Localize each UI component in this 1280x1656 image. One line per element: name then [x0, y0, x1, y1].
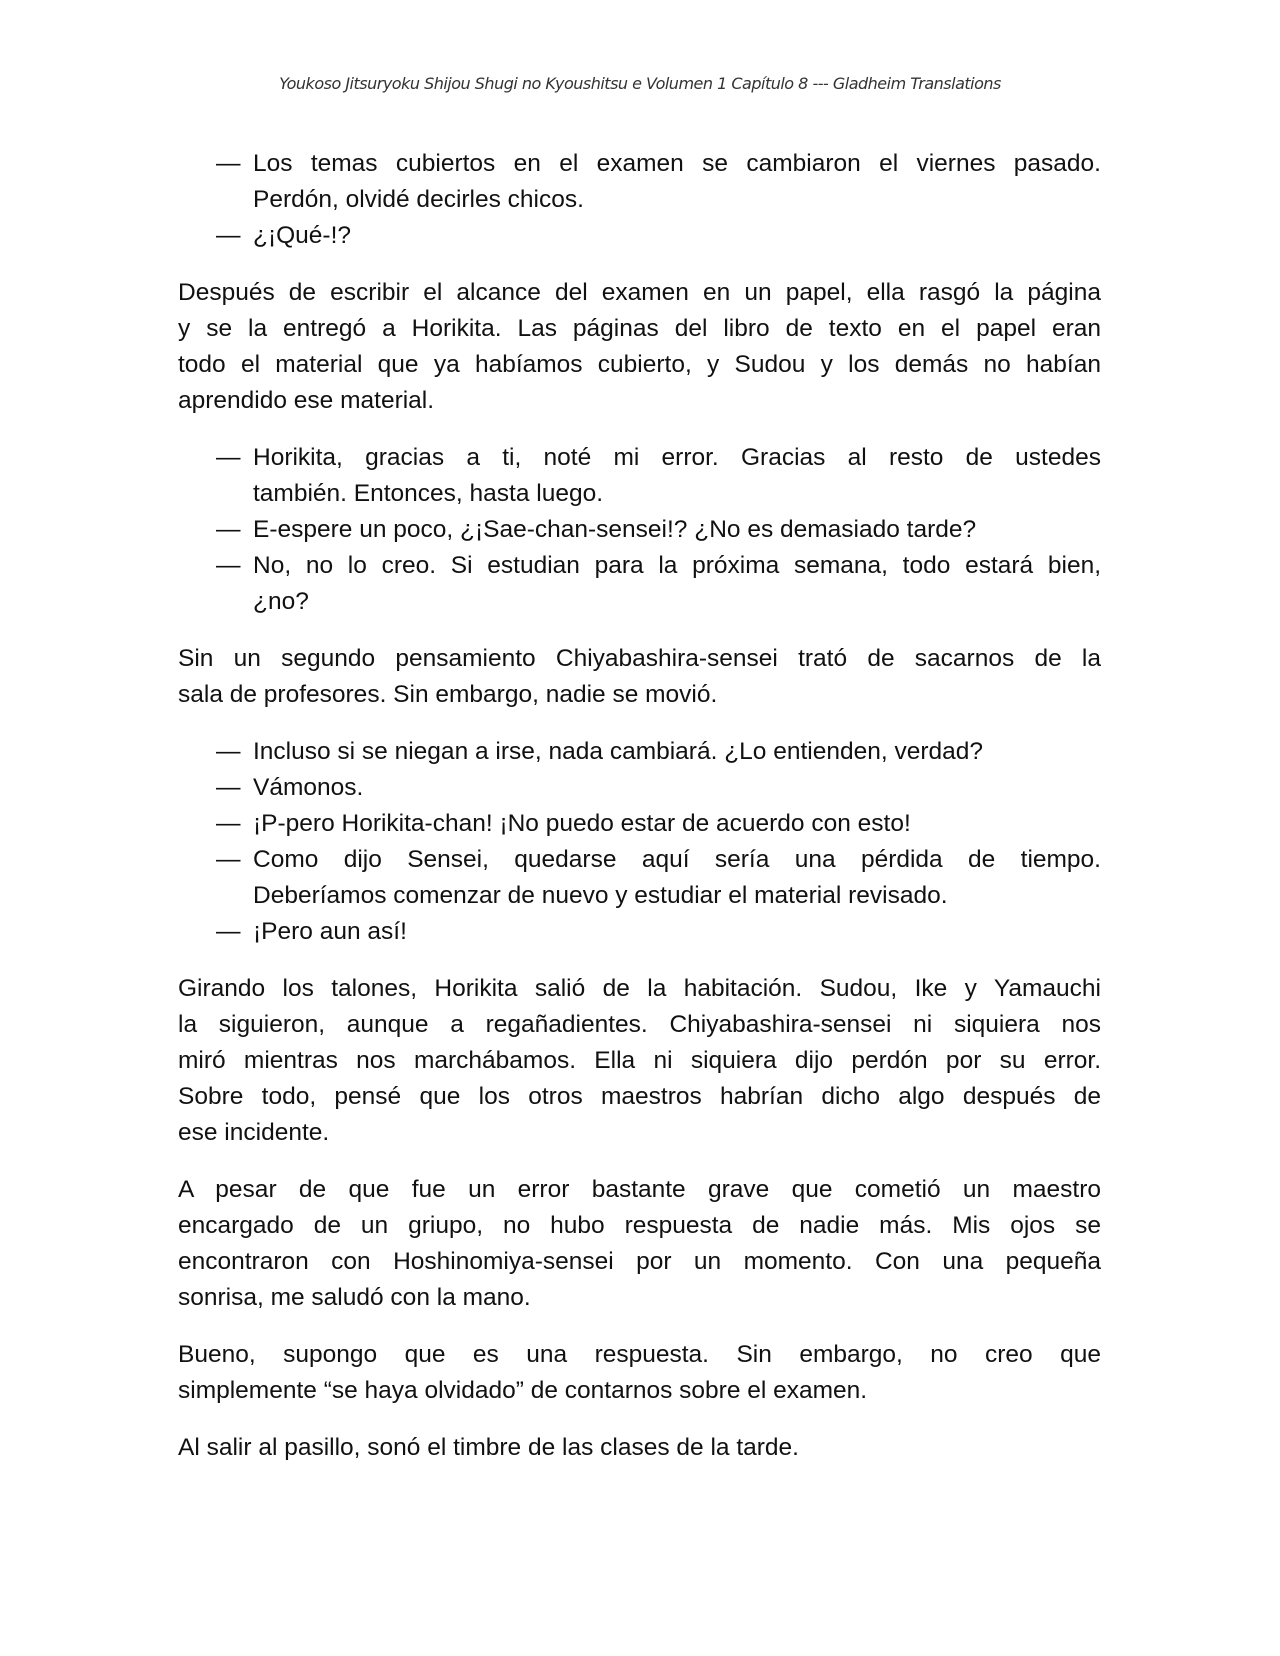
text-line: Después de escribir el alcance del examen en un papel, ella rasgó la página: [178, 279, 1101, 306]
dialogue-line: [178, 146, 1101, 218]
text-line: ¿no?: [253, 588, 309, 615]
text-line: ¡Pero aun así!: [253, 918, 407, 945]
page-header: Youkoso Jitsuryoku Shijou Shugi no Kyoushitsu e Volumen 1 Capítulo 8 --- Gladheim Translations: [279, 74, 1001, 93]
text-line: ¿¡Qué-!?: [253, 222, 352, 249]
dialogue-line: [178, 734, 1101, 770]
text-line: Girando los talones, Horikita salió de la habitación. Sudou, Ike y Yamauchi: [178, 975, 1101, 1002]
text-line: encargado de un griupo, no hubo respuesta de nadie más. Mis ojos se: [178, 1212, 1101, 1239]
text-line: A pesar de que fue un error bastante grave que cometió un maestro: [178, 1176, 1101, 1203]
dialogue-line: [178, 440, 1101, 512]
paragraph: [178, 971, 1101, 1151]
text-line: la siguieron, aunque a regañadientes. Chiyabashira-sensei ni siquiera nos: [178, 1011, 1101, 1038]
text-line: todo el material que ya habíamos cubierto, y Sudou y los demás no habían: [178, 351, 1101, 378]
em-dash: —: [216, 222, 241, 249]
text-line: E-espere un poco, ¿¡Sae-chan-sensei!? ¿No es demasiado tarde?: [253, 516, 977, 543]
paragraph: [178, 641, 1101, 713]
dialogue-line: [178, 770, 1101, 806]
em-dash: —: [216, 738, 241, 765]
text-line: y se la entregó a Horikita. Las páginas del libro de texto en el papel eran: [178, 315, 1101, 342]
text-line: Bueno, supongo que es una respuesta. Sin embargo, no creo que: [178, 1341, 1101, 1368]
document-body: [178, 146, 1101, 1487]
dialogue-group: [178, 146, 1101, 254]
em-dash: —: [216, 516, 241, 543]
paragraph: [178, 1337, 1101, 1409]
dialogue-line: [178, 914, 1101, 950]
dialogue-group: [178, 440, 1101, 620]
text-line: aprendido ese material.: [178, 387, 435, 414]
text-line: simplemente “se haya olvidado” de contarnos sobre el examen.: [178, 1377, 868, 1404]
em-dash: —: [216, 552, 241, 579]
text-line: sala de profesores. Sin embargo, nadie se movió.: [178, 681, 718, 708]
text-line: Horikita, gracias a ti, noté mi error. Gracias al resto de ustedes: [253, 444, 1101, 471]
em-dash: —: [216, 774, 241, 801]
text-line: No, no lo creo. Si estudian para la próxima semana, todo estará bien,: [253, 552, 1101, 579]
dialogue-group: [178, 734, 1101, 950]
text-line: Al salir al pasillo, sonó el timbre de las clases de la tarde.: [178, 1434, 799, 1461]
dialogue-line: [178, 218, 1101, 254]
text-line: Los temas cubiertos en el examen se cambiaron el viernes pasado.: [253, 150, 1101, 177]
em-dash: —: [216, 918, 241, 945]
text-line: encontraron con Hoshinomiya-sensei por un momento. Con una pequeña: [178, 1248, 1101, 1275]
dialogue-line: [178, 548, 1101, 620]
text-line: ¡P-pero Horikita-chan! ¡No puedo estar de acuerdo con esto!: [253, 810, 911, 837]
paragraph: [178, 1172, 1101, 1316]
text-line: Incluso si se niegan a irse, nada cambiará. ¿Lo entienden, verdad?: [253, 738, 984, 765]
text-line: Como dijo Sensei, quedarse aquí sería una pérdida de tiempo.: [253, 846, 1101, 873]
dialogue-line: [178, 806, 1101, 842]
text-line: ese incidente.: [178, 1119, 330, 1146]
text-line: miró mientras nos marchábamos. Ella ni siquiera dijo perdón por su error.: [178, 1047, 1101, 1074]
em-dash: —: [216, 444, 241, 471]
text-line: Perdón, olvidé decirles chicos.: [253, 186, 584, 213]
dialogue-line: [178, 512, 1101, 548]
text-line: Sin un segundo pensamiento Chiyabashira-sensei trató de sacarnos de la: [178, 645, 1101, 672]
paragraph: [178, 1430, 1101, 1466]
paragraph: [178, 275, 1101, 419]
text-line: Vámonos.: [253, 774, 364, 801]
em-dash: —: [216, 150, 241, 177]
em-dash: —: [216, 846, 241, 873]
text-line: Sobre todo, pensé que los otros maestros habrían dicho algo después de: [178, 1083, 1101, 1110]
dialogue-line: [178, 842, 1101, 914]
text-line: Deberíamos comenzar de nuevo y estudiar el material revisado.: [253, 882, 948, 909]
em-dash: —: [216, 810, 241, 837]
text-line: también. Entonces, hasta luego.: [253, 480, 604, 507]
text-line: sonrisa, me saludó con la mano.: [178, 1284, 531, 1311]
